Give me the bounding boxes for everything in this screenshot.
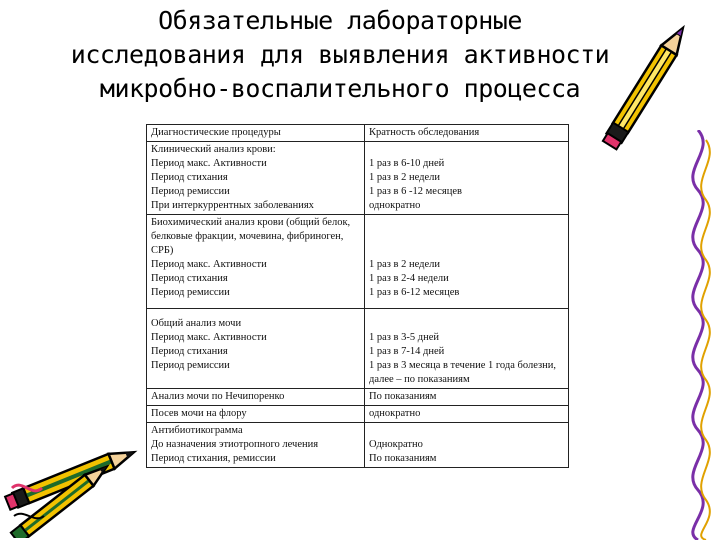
- cell-text: 1 раз в 3-5 дней: [369, 332, 440, 343]
- cell-text: 1 раз в 6-10 дней: [369, 158, 445, 169]
- table-row-nechiporenko: [147, 389, 569, 406]
- cell-text: Однократно: [369, 439, 423, 450]
- cell-text: белковые фракции, мочевина, фибриноген,: [151, 231, 344, 242]
- header-frequency: Кратность обследования: [369, 127, 480, 138]
- cell-text: Период стихания: [151, 346, 228, 357]
- table-row-antibiogram: [147, 423, 569, 468]
- cell-text: 1 раз в 2-4 недели: [369, 273, 449, 284]
- cell-text: Клинический анализ крови:: [151, 144, 276, 155]
- title-line-3: микробно-воспалительного процесса: [99, 74, 581, 103]
- cell-text: По показаниям: [369, 453, 437, 464]
- cell-text: Период стихания: [151, 172, 228, 183]
- cell-text: Период стихания, ремиссии: [151, 453, 276, 464]
- wavy-border-icon: [676, 130, 718, 540]
- cell-text: 1 раз в 2 недели: [369, 172, 441, 183]
- cell-text: Период макс. Активности: [151, 158, 267, 169]
- title-line-2: исследования для выявления активности: [70, 40, 610, 69]
- table-row-urine-culture: [147, 406, 569, 423]
- cell-text: Общий анализ мочи: [151, 318, 242, 329]
- cell-text: Антибиотикограмма: [151, 425, 243, 436]
- table-row-blood-biochem: [147, 215, 569, 309]
- cell-text: 1 раз в 2 недели: [369, 259, 441, 270]
- cell-text: Биохимический анализ крови (общий белок,: [151, 217, 351, 228]
- cell-text: однократно: [369, 408, 421, 419]
- cell-text: 1 раз в 3 месяца в течение 1 года болезни,: [369, 360, 557, 371]
- cell-text: По показаниям: [369, 391, 437, 402]
- cell-text: далее – по показаниям: [369, 374, 470, 385]
- cell-text: До назначения этиотропного лечения: [151, 439, 319, 450]
- lab-tests-table: [146, 124, 569, 468]
- cell-text: Период ремиссии: [151, 360, 230, 371]
- cell-text: [369, 424, 565, 438]
- slide-title: [40, 4, 640, 106]
- cell-text: [151, 373, 361, 387]
- cell-text: [369, 216, 565, 230]
- table-row-blood-clinical: [147, 142, 569, 215]
- cell-text: 1 раз в 6 -12 месяцев: [369, 186, 462, 197]
- header-procedures: Диагностические процедуры: [151, 127, 281, 138]
- cell-text: СРБ): [151, 245, 174, 256]
- cell-text: 1 раз в 7-14 дней: [369, 346, 445, 357]
- cell-text: [369, 143, 565, 157]
- cell-text: Анализ мочи по Нечипоренко: [151, 391, 285, 402]
- table-header-row: [147, 125, 569, 142]
- cell-text: Период ремиссии: [151, 287, 230, 298]
- table-row-urine-general: [147, 309, 569, 389]
- cell-text: Период макс. Активности: [151, 332, 267, 343]
- pencils-icon: [2, 418, 152, 538]
- cell-text: Период макс. Активности: [151, 259, 267, 270]
- cell-text: однократно: [369, 200, 421, 211]
- cell-text: Посев мочи на флору: [151, 408, 247, 419]
- cell-text: [369, 244, 565, 258]
- cell-text: При интеркуррентных заболеваниях: [151, 200, 314, 211]
- cell-text: 1 раз в 6-12 месяцев: [369, 287, 460, 298]
- cell-text: [369, 317, 565, 331]
- cell-text: Период ремиссии: [151, 186, 230, 197]
- cell-text: Период стихания: [151, 273, 228, 284]
- cell-text: [369, 230, 565, 244]
- title-line-1: Обязательные лабораторные: [158, 6, 522, 35]
